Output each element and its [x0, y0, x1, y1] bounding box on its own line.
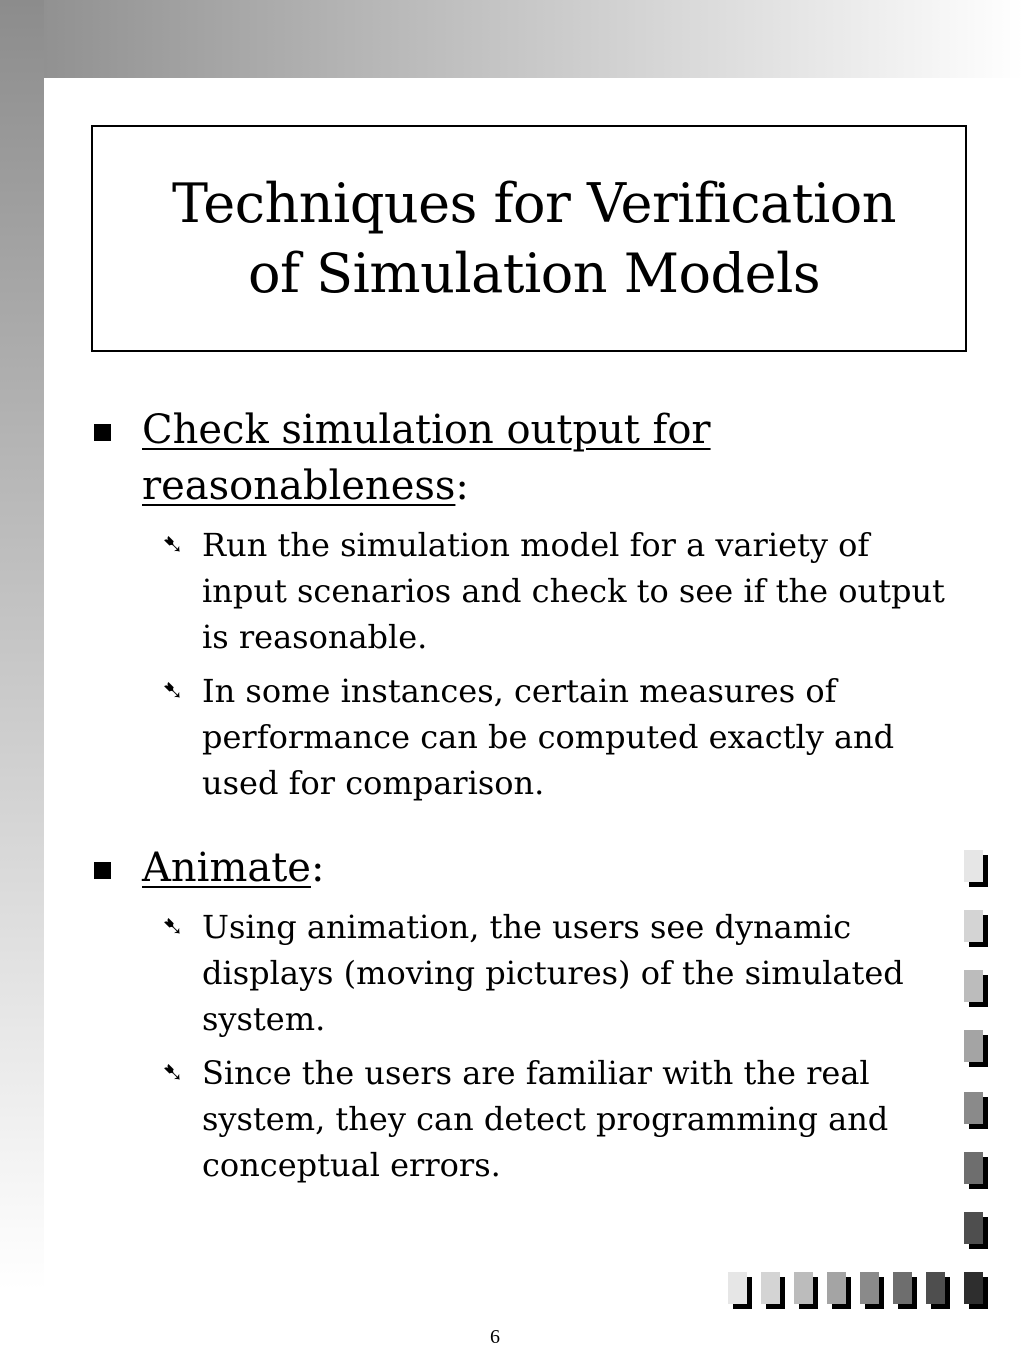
- decor-block-horizontal: [926, 1272, 945, 1304]
- decor-block-horizontal: [761, 1272, 780, 1304]
- sub-item-1-1-text: Run the simulation model for a variety of input scenarios and check to see if the output is reasonable.: [202, 526, 945, 656]
- square-bullet-icon: [94, 862, 111, 879]
- decor-block-vertical: [964, 1212, 983, 1244]
- bullet-1-heading-line2: reasonableness: [142, 463, 456, 509]
- arrow-down-icon: ➷: [162, 912, 184, 942]
- decor-block-vertical: [964, 910, 983, 942]
- decor-block-horizontal: [794, 1272, 813, 1304]
- decor-block-horizontal: [860, 1272, 879, 1304]
- decor-block-horizontal: [728, 1272, 747, 1304]
- bullet-2-heading: Animate: [142, 845, 311, 891]
- left-gradient-band: [0, 0, 44, 1290]
- sub-list-2: [92, 904, 952, 1188]
- decor-block-horizontal: [827, 1272, 846, 1304]
- top-gradient-band: [0, 0, 1024, 78]
- decor-block-vertical: [964, 970, 983, 1002]
- decor-block-vertical: [964, 1272, 983, 1304]
- sub-item-2-1: [92, 904, 952, 1042]
- bullet-block-1: [92, 402, 952, 814]
- decor-block-vertical: [964, 1092, 983, 1124]
- decor-block-vertical: [964, 1030, 983, 1062]
- arrow-down-icon: ➷: [162, 1058, 184, 1088]
- sub-item-2-1-text: Using animation, the users see dynamic displays (moving pictures) of the simulated system.: [202, 908, 904, 1038]
- bullet-1-suffix: :: [455, 463, 469, 509]
- bullet-block-2: [92, 840, 952, 1196]
- sub-list-1: [92, 522, 952, 806]
- slide-title-line1: Techniques for Verification: [171, 171, 897, 235]
- bullet-2-suffix: :: [310, 845, 325, 891]
- arrow-down-icon: ➷: [162, 530, 184, 560]
- sub-item-1-1: [92, 522, 952, 660]
- decor-block-vertical: [964, 850, 983, 882]
- title-box: [91, 125, 967, 352]
- sub-item-2-2-text: Since the users are familiar with the real system, they can detect programming and conceptual errors.: [202, 1054, 889, 1184]
- page-number: 6: [490, 1326, 500, 1348]
- arrow-down-icon: ➷: [162, 676, 184, 706]
- decor-block-horizontal: [893, 1272, 912, 1304]
- square-bullet-icon: [94, 424, 111, 441]
- slide-title-line2: of Simulation Models: [247, 241, 821, 305]
- sub-item-1-2-text: In some instances, certain measures of performance can be computed exactly and used for comparison.: [202, 672, 895, 802]
- bullet-1-heading-line1: Check simulation output for: [142, 407, 711, 453]
- slide-title: [162, 169, 896, 309]
- sub-item-1-2: [92, 668, 952, 806]
- main-bullet-1: [92, 402, 952, 514]
- main-bullet-2: [92, 840, 952, 896]
- decor-block-vertical: [964, 1152, 983, 1184]
- sub-item-2-2: [92, 1050, 952, 1188]
